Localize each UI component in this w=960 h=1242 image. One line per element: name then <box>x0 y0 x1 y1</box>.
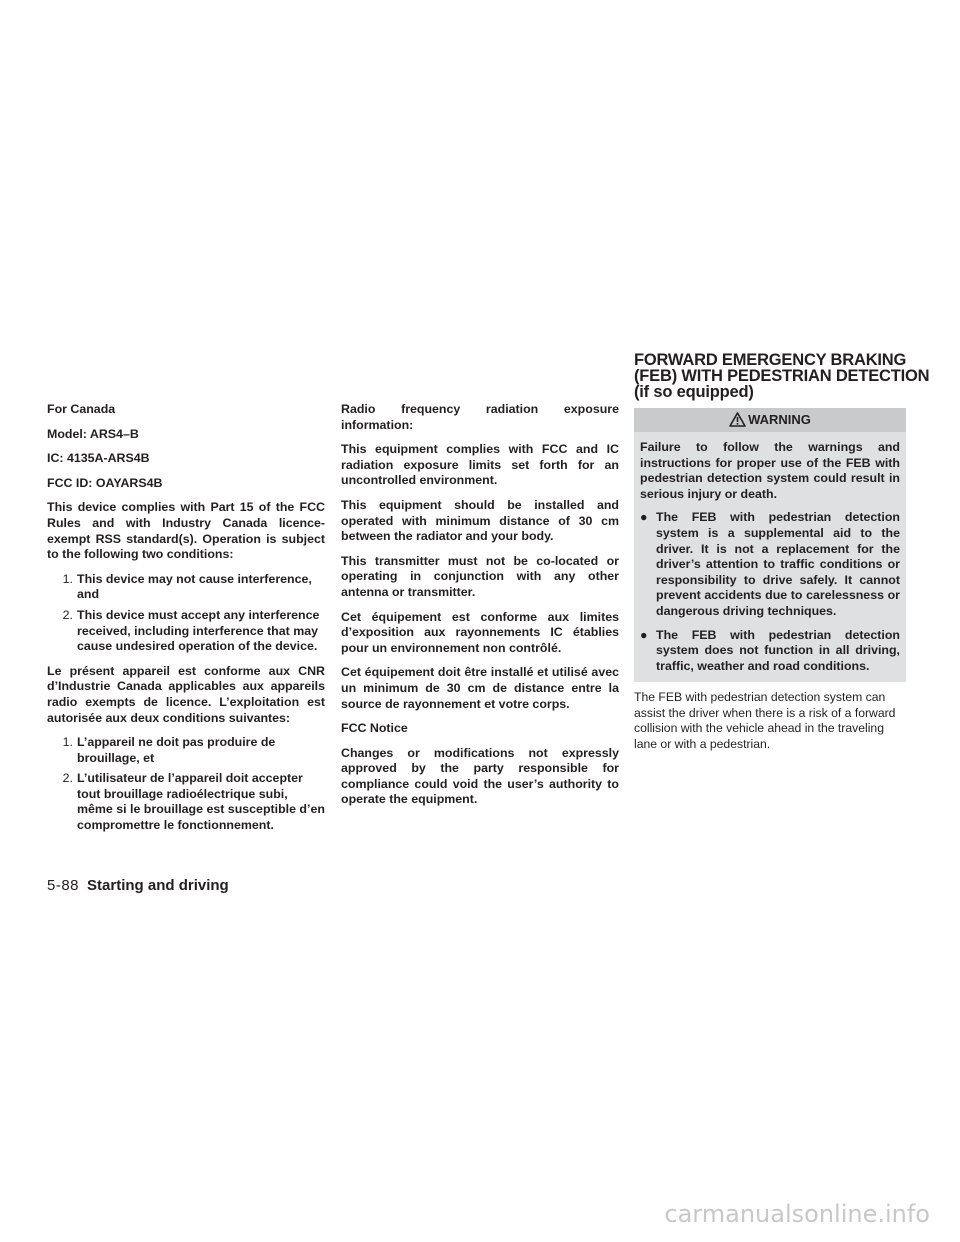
paragraph: This equipment complies with FCC and IC radiation exposure limits set forth for an uncontrolled environment. <box>341 442 619 488</box>
right-column <box>634 351 930 761</box>
list-item: 2. This device must accept any interference received, including interference that may cause undesired operation of the device. <box>62 607 320 654</box>
paragraph: This equipment should be installed and operated with minimum distance of 30 cm between the radiator and your body. <box>341 497 619 544</box>
list-item: 1. This device may not cause interference, and <box>62 571 312 602</box>
warning-label: WARNING <box>748 412 811 427</box>
fcc-id-line: FCC ID: OAYARS4B <box>47 475 163 490</box>
section-title: FORWARD EMERGENCY BRAKING (FEB) WITH PEDESTRIAN DETECTION (if so equipped) <box>634 351 930 401</box>
page-footer <box>47 877 229 894</box>
list-item: 2. L’utilisateur de l’appareil doit accepter tout brouillage radioélectrique subi, même si le brouillage est susceptible d’en compromettre le fonctionnement. <box>62 771 325 833</box>
conditions-list-en <box>47 572 325 655</box>
conditions-list-fr <box>47 735 325 834</box>
page-number: 5-88 <box>47 877 80 894</box>
paragraph: This transmitter must not be co-located or operating in conjunction with any other antenna or transmitter. <box>341 553 619 599</box>
middle-column <box>341 402 619 817</box>
ic-line: IC: 4135A-ARS4B <box>47 451 150 466</box>
section-name: Starting and driving <box>87 877 229 894</box>
warning-bullet: ● The FEB with pedestrian detection system does not function in all driving, traffic, weather and road conditions. <box>640 627 900 673</box>
warning-intro: Failure to follow the warnings and instructions for proper use of the FEB with pedestrian detection system could result in serious injury or death. <box>640 440 900 501</box>
compliance-paragraph-fr: Le présent appareil est conforme aux CNR d’Industrie Canada applicables aux appareils radio exempts de licence. L’exploitation est autorisée aux deux conditions suivantes: <box>47 663 325 725</box>
bullet-icon: ● <box>640 510 648 525</box>
fcc-notice-heading: FCC Notice <box>341 721 408 736</box>
warning-header <box>634 408 906 432</box>
list-item: 1. L’appareil ne doit pas produire de brouillage, et <box>62 735 276 765</box>
compliance-paragraph: This device complies with Part 15 of the FCC Rules and with Industry Canada licence-exempt RSS standard(s). Operation is subject to the following two conditions: <box>47 500 325 562</box>
warning-bullet: ● The FEB with pedestrian detection system is a supplemental aid to the driver. It is not a replacement for the driver’s attention to traffic conditions or responsibility to drive safely. It cannot prevent accidents due to carelessness or dangerous driving techniques. <box>640 510 900 618</box>
warning-triangle-icon <box>729 412 746 427</box>
bullet-icon: ● <box>640 627 648 642</box>
for-canada-heading: For Canada <box>47 402 116 416</box>
warning-box <box>634 432 906 682</box>
paragraph: Changes or modifications not expressly approved by the party responsible for compliance could void the user’s authority to operate the equipment. <box>341 745 619 807</box>
body-paragraph: The FEB with pedestrian detection system can assist the driver when there is a risk of a forward collision with the vehicle ahead in the traveling lane or with a pedestrian. <box>634 690 896 751</box>
watermark: carmanualsonline.info <box>664 1200 930 1228</box>
model-line: Model: ARS4–B <box>47 426 139 441</box>
left-column <box>47 402 325 843</box>
paragraph: Radio frequency radiation exposure information: <box>341 402 619 432</box>
paragraph: Cet équipement est conforme aux limites d’exposition aux rayonnements IC établies pour un environnement non contrôlé. <box>341 609 619 655</box>
paragraph: Cet équipement doit être installé et utilisé avec un minimum de 30 cm de distance entre la source de rayonnement et votre corps. <box>341 665 619 711</box>
